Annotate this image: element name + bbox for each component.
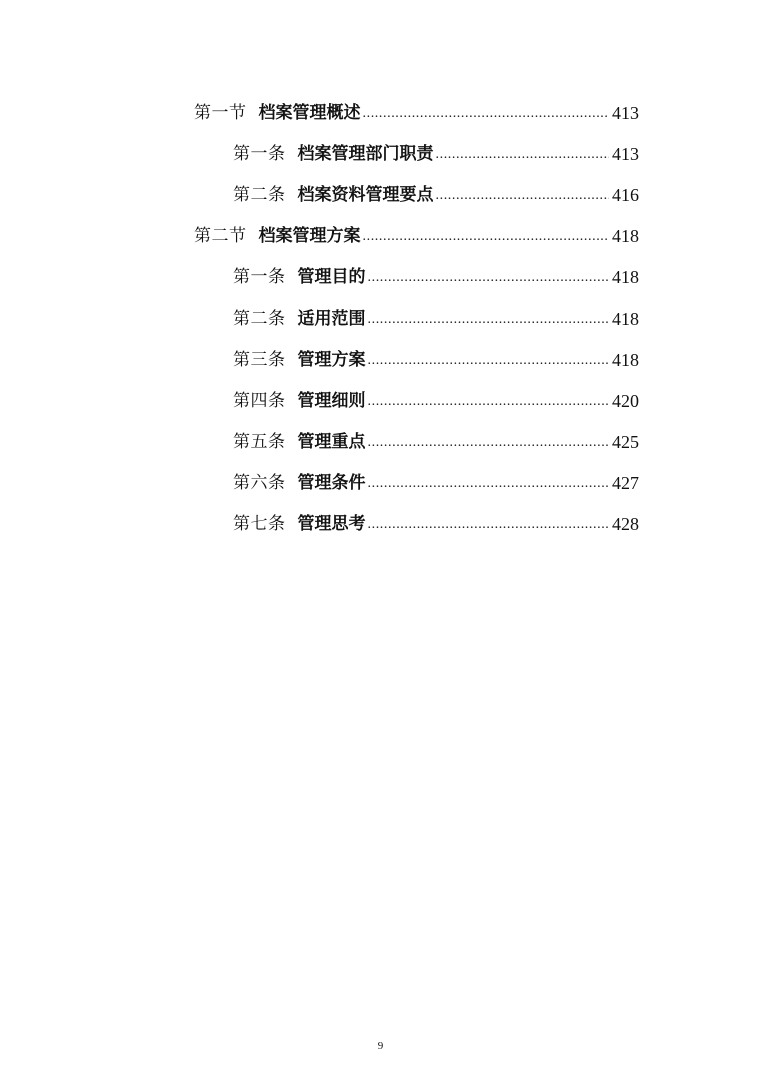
toc-entry[interactable]: [0, 257, 761, 298]
toc-entry-number: 第六条: [233, 473, 286, 494]
toc-dot-leader: [368, 431, 610, 453]
toc-entry[interactable]: [0, 339, 761, 380]
toc-entry-title: 档案资料管理要点: [297, 184, 434, 205]
toc-entry-title: 档案管理概述: [258, 102, 361, 123]
toc-entry-page: 418: [612, 308, 639, 329]
toc-entry-title: 管理思考: [297, 514, 366, 535]
toc-entry-page: 425: [612, 432, 639, 453]
toc-entry-page: 418: [612, 267, 639, 288]
toc-entry-number: 第四条: [233, 390, 286, 411]
toc-entry-page: 420: [612, 390, 639, 411]
toc-entry-number: 第一条: [233, 143, 286, 164]
toc-entry[interactable]: [0, 298, 761, 339]
page-number: 9: [377, 1040, 384, 1052]
toc-entry-page: 416: [612, 184, 639, 205]
toc-entry-title: 档案管理部门职责: [297, 143, 434, 164]
toc-entry-page: 427: [612, 473, 639, 494]
toc-entry-number: 第二条: [233, 308, 286, 329]
toc-dot-leader: [368, 472, 610, 494]
toc-dot-leader: [368, 349, 610, 371]
toc-dot-leader: [436, 184, 610, 206]
toc-dot-leader: [368, 266, 610, 288]
toc-entry-title: 管理条件: [297, 473, 366, 494]
toc-entry-title: 管理方案: [297, 349, 366, 370]
toc-entry-page: 418: [612, 226, 639, 247]
toc-entry-title: 管理目的: [297, 267, 366, 288]
toc-entry-page: 428: [612, 514, 639, 535]
toc-entry-title: 档案管理方案: [258, 226, 361, 247]
toc-entry-number: 第五条: [233, 432, 286, 453]
toc-entry[interactable]: [0, 216, 761, 257]
toc-entry-number: 第一节: [194, 102, 247, 123]
toc-dot-leader: [363, 225, 610, 247]
toc-entry-number: 第二条: [233, 184, 286, 205]
toc-dot-leader: [363, 102, 610, 124]
toc-dot-leader: [436, 143, 610, 165]
toc-entry[interactable]: [0, 422, 761, 463]
toc-entry-title: 管理细则: [297, 390, 366, 411]
toc-dot-leader: [368, 308, 610, 330]
toc-entry-page: 413: [612, 102, 639, 123]
toc-entry[interactable]: [0, 133, 761, 174]
toc-entry[interactable]: [0, 463, 761, 504]
toc-entry[interactable]: [0, 380, 761, 421]
toc-entry-number: 第一条: [233, 267, 286, 288]
toc-dot-leader: [368, 513, 610, 535]
table-of-contents: [0, 92, 761, 545]
toc-entry-title: 适用范围: [297, 308, 366, 329]
toc-entry[interactable]: [0, 504, 761, 545]
toc-entry-title: 管理重点: [297, 432, 366, 453]
toc-entry-page: 418: [612, 349, 639, 370]
toc-entry-number: 第三条: [233, 349, 286, 370]
toc-entry-page: 413: [612, 143, 639, 164]
toc-entry-number: 第七条: [233, 514, 286, 535]
toc-entry[interactable]: [0, 92, 761, 133]
toc-entry[interactable]: [0, 174, 761, 215]
toc-dot-leader: [368, 390, 610, 412]
toc-entry-number: 第二节: [194, 226, 247, 247]
